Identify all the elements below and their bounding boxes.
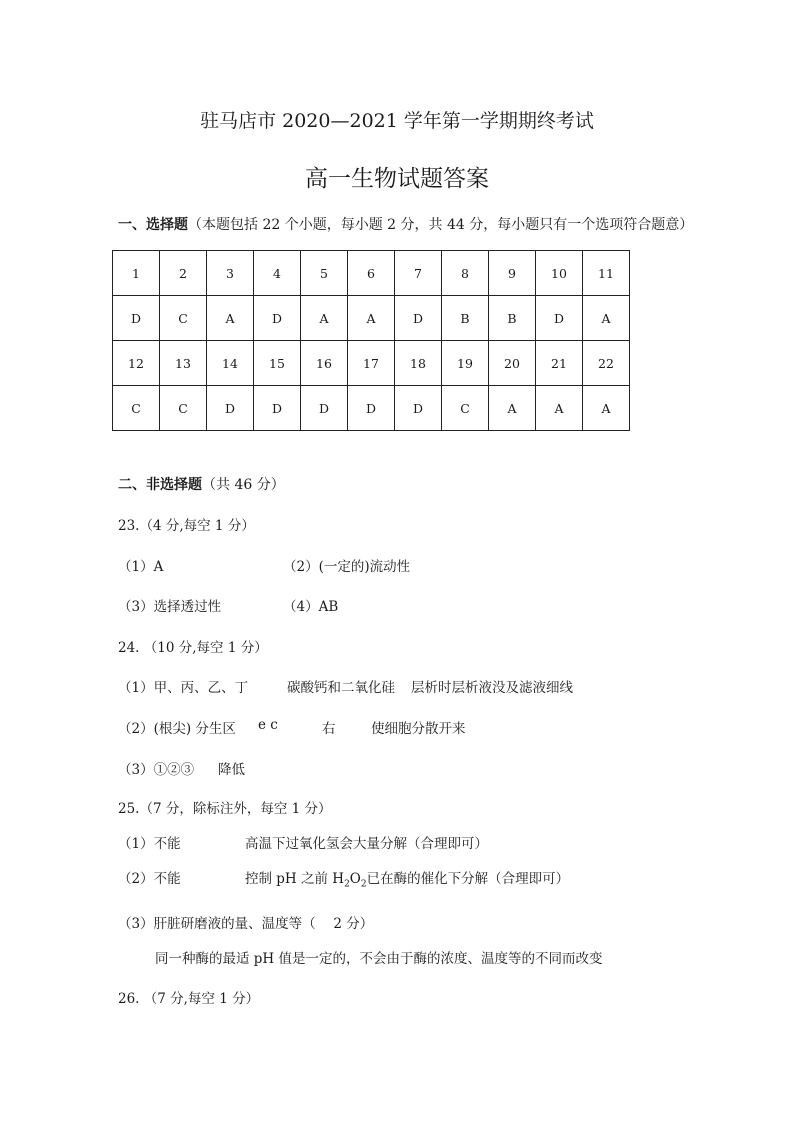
q24-answer-2d: 使细胞分散开来 [371,721,466,737]
section1-heading [118,214,693,234]
answer-table [112,250,630,431]
q23-answer-2: （2）(一定的)流动性 [283,559,411,575]
question-number-cell: 11 [583,251,630,296]
section2-heading [118,474,285,494]
answer-cell: D [113,296,160,341]
q23-answer-4: （4）AB [283,599,339,615]
answer-cell: C [113,386,160,431]
answer-cell: D [536,296,583,341]
q24-answer-3b: 降低 [218,762,245,778]
h2o2-subscript-1: 2 [344,879,350,890]
question-number-cell: 5 [301,251,348,296]
question-number-cell: 7 [395,251,442,296]
question-number-cell: 20 [489,341,536,386]
question-number-cell: 9 [489,251,536,296]
question-number-row [113,251,630,296]
q25-answer-3: （3）肝脏研磨液的量、温度等（ 2 分） [118,916,374,932]
answer-cell: A [583,296,630,341]
q24-answer-1c: 层析时层析液没及滤液细线 [411,680,573,696]
q25-answer-1a: （1）不能 [118,836,181,852]
exam-title: 驻马店市 2020—2021 学年第一学期期终考试 [200,110,594,132]
question-number-cell: 2 [160,251,207,296]
q23-heading: 23.（4 分,每空 1 分） [118,518,255,534]
section2-title: 二、非选择题 [118,477,202,493]
question-number-cell: 18 [395,341,442,386]
question-number-cell: 1 [113,251,160,296]
answer-cell: A [489,386,536,431]
answer-cell: D [395,386,442,431]
answer-cell: A [536,386,583,431]
answer-cell: C [160,296,207,341]
section1-title: 一、选择题 [118,217,188,233]
question-number-cell: 13 [160,341,207,386]
answer-row [113,296,630,341]
answer-title: 高一生物试题答案 [305,166,489,192]
answer-cell: A [348,296,395,341]
question-number-cell: 14 [207,341,254,386]
answer-cell: D [348,386,395,431]
question-number-cell: 3 [207,251,254,296]
answer-cell: B [489,296,536,341]
q24-answer-1b: 碳酸钙和二氧化硅 [287,680,395,696]
answer-cell: C [160,386,207,431]
question-number-cell: 8 [442,251,489,296]
q25-heading: 25.（7 分，除标注外，每空 1 分） [118,801,332,817]
question-number-cell: 16 [301,341,348,386]
q25-answer-4: 同一种酶的最适 pH 值是一定的，不会由于酶的浓度、温度等的不同而改变 [155,951,603,967]
question-number-cell: 10 [536,251,583,296]
q25-answer-2b [245,867,569,890]
answer-cell: C [442,386,489,431]
question-number-cell: 4 [254,251,301,296]
question-number-row [113,341,630,386]
q24-answer-2c: 右 [322,721,336,737]
question-number-cell: 12 [113,341,160,386]
q25-answer-2b-part1: 控制 pH 之前 H [245,871,345,887]
question-number-cell: 21 [536,341,583,386]
answer-cell: A [301,296,348,341]
q24-answer-1a: （1）甲、丙、乙、丁 [118,680,249,696]
q23-answer-3: （3）选择透过性 [118,599,222,615]
q24-heading: 24. （10 分,每空 1 分） [118,640,268,656]
q24-answer-2a: （2）(根尖) 分生区 [118,721,236,737]
q24-answer-3a: （3）①②③ [118,762,195,778]
q25-answer-2b-part3: 已在酶的催化下分解（合理即可） [366,871,570,887]
q24-answer-2b: e c [258,717,278,733]
question-number-cell: 19 [442,341,489,386]
question-number-cell: 15 [254,341,301,386]
q26-heading: 26. （7 分,每空 1 分） [118,991,260,1007]
answer-cell: A [207,296,254,341]
h2o2-subscript-2: 2 [360,879,367,890]
answer-cell: A [583,386,630,431]
answer-row [113,386,630,431]
answer-cell: D [254,296,301,341]
q25-answer-2b-part2: O [349,871,361,887]
answer-cell: D [301,386,348,431]
question-number-cell: 22 [583,341,630,386]
section2-note: （共 46 分） [202,477,285,493]
q25-answer-1b: 高温下过氧化氢会大量分解（合理即可） [245,836,488,852]
answer-cell: B [442,296,489,341]
q23-answer-1: （1）A [118,559,164,575]
answer-cell: D [254,386,301,431]
answer-cell: D [395,296,442,341]
answer-cell: D [207,386,254,431]
q25-answer-2a: （2）不能 [118,871,181,887]
question-number-cell: 6 [348,251,395,296]
question-number-cell: 17 [348,341,395,386]
section1-note: （本题包括 22 个小题，每小题 2 分，共 44 分，每小题只有一个选项符合题意） [188,217,694,233]
